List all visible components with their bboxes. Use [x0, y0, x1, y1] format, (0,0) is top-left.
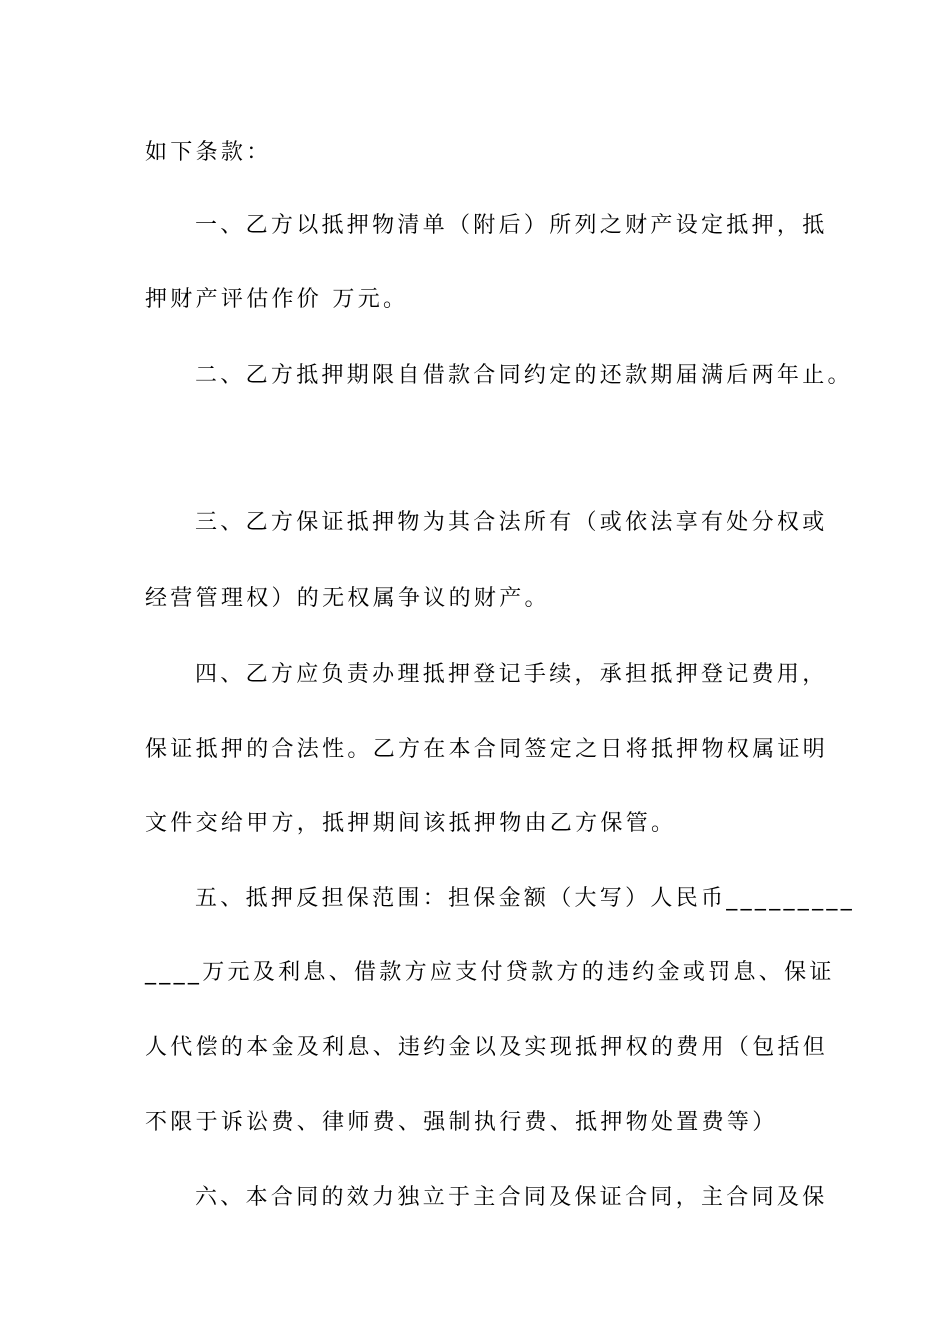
clause-5-line-2: ____万元及利息、借款方应支付贷款方的违约金或罚息、保证 — [145, 960, 835, 985]
clause-4-line-1: 四、乙方应负责办理抵押登记手续，承担抵押登记费用， — [195, 662, 828, 687]
clause-1-line-1: 一、乙方以抵押物清单（附后）所列之财产设定抵押，抵 — [195, 213, 828, 238]
clause-3-line-2: 经营管理权）的无权属争议的财产。 — [145, 586, 550, 611]
clause-1-line-2: 押财产评估作价 万元。 — [145, 287, 409, 312]
clause-5-line-3: 人代偿的本金及利息、违约金以及实现抵押权的费用（包括但 — [145, 1035, 829, 1060]
clause-4-line-3: 文件交给甲方，抵押期间该抵押物由乙方保管。 — [145, 811, 677, 836]
clause-5-line-1: 五、抵押反担保范围：担保金额（大写）人民币_________ — [195, 886, 856, 911]
clause-3-line-1: 三、乙方保证抵押物为其合法所有（或依法享有处分权或 — [195, 510, 828, 535]
clause-5-line-4: 不限于诉讼费、律师费、强制执行费、抵押物处置费等） — [145, 1110, 778, 1135]
clause-6-line-1: 六、本合同的效力独立于主合同及保证合同，主合同及保 — [195, 1185, 828, 1210]
text-line-1: 如下条款： — [145, 140, 272, 165]
clause-2-line-1: 二、乙方抵押期限自借款合同约定的还款期届满后两年止。 — [195, 363, 853, 388]
clause-4-line-2: 保证抵押的合法性。乙方在本合同签定之日将抵押物权属证明 — [145, 737, 829, 762]
